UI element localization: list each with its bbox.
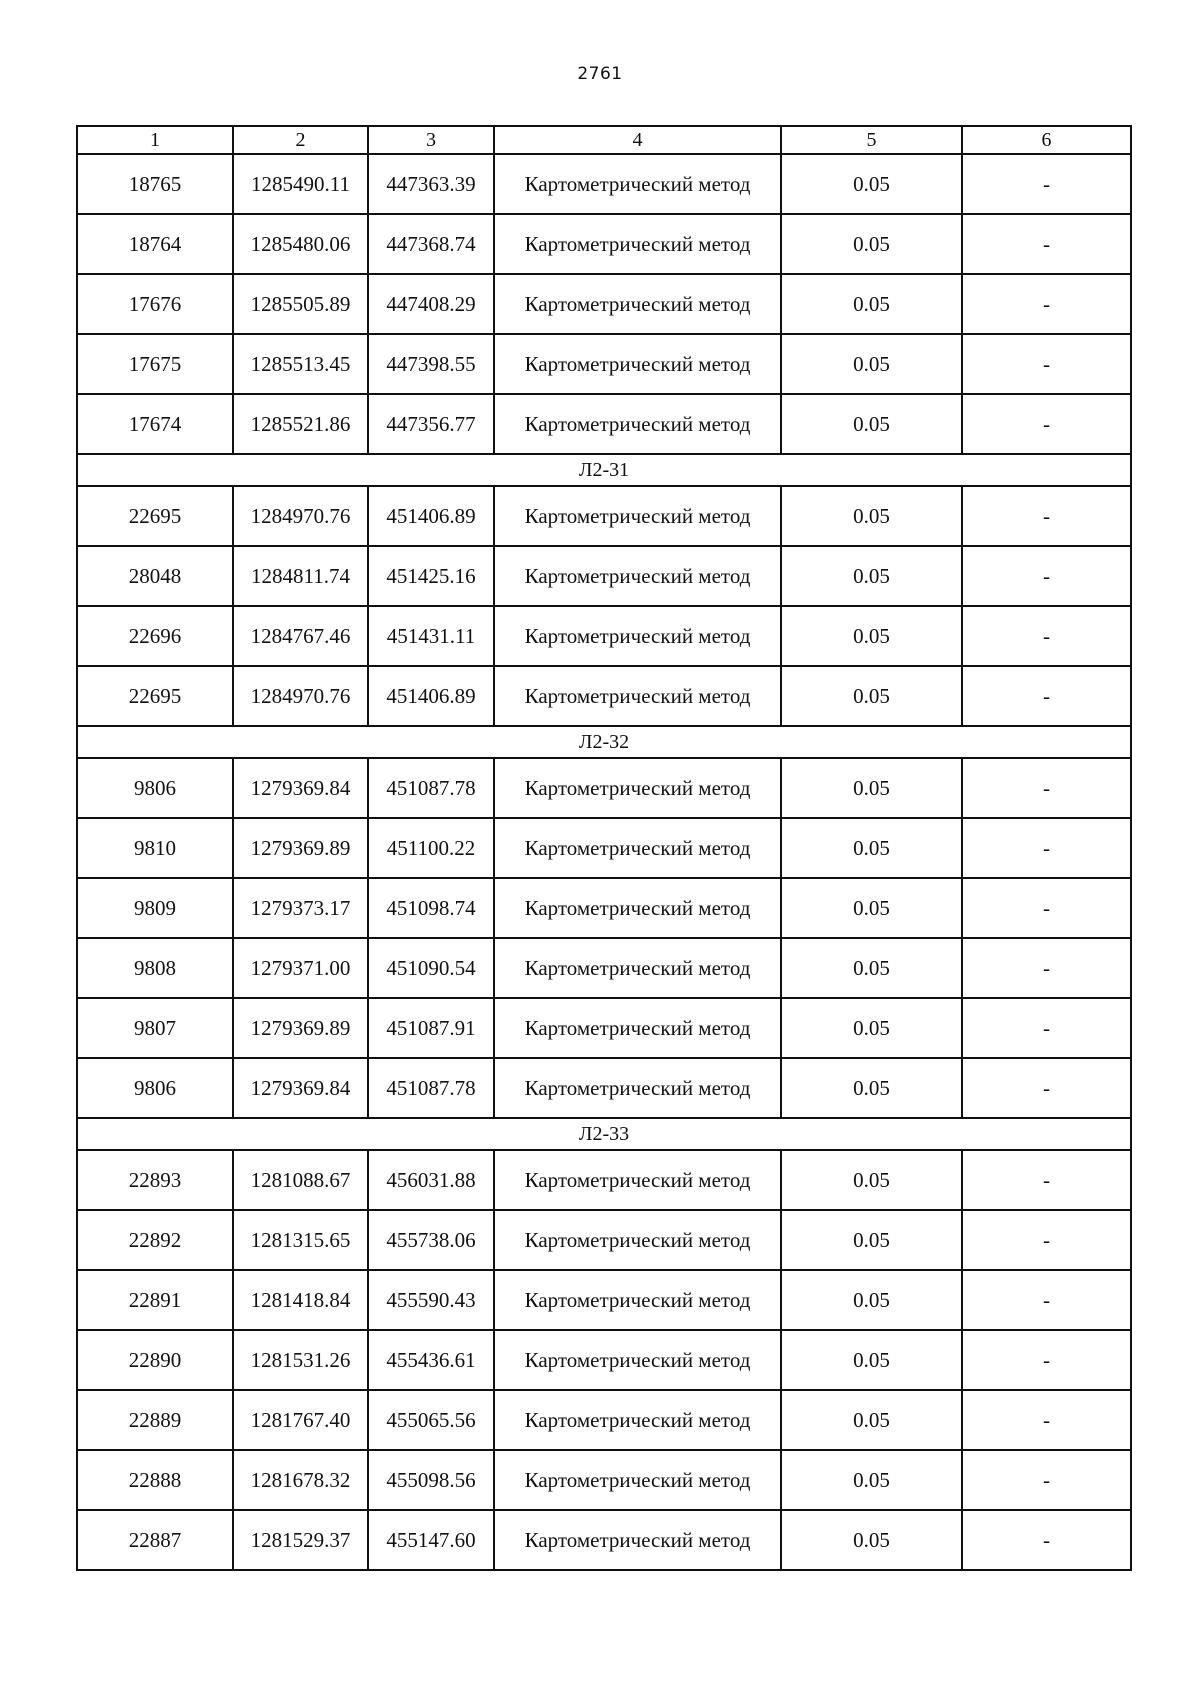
method-cell: Картометрический метод bbox=[494, 998, 781, 1058]
method-cell: Картометрический метод bbox=[494, 214, 781, 274]
note-cell: - bbox=[962, 1270, 1131, 1330]
x-coordinate-cell: 1281529.37 bbox=[233, 1510, 368, 1570]
table-row bbox=[77, 878, 1131, 938]
table-row bbox=[77, 1270, 1131, 1330]
point-number-cell: 22891 bbox=[77, 1270, 233, 1330]
method-cell: Картометрический метод bbox=[494, 758, 781, 818]
accuracy-cell: 0.05 bbox=[781, 998, 962, 1058]
method-cell: Картометрический метод bbox=[494, 1390, 781, 1450]
x-coordinate-cell: 1284970.76 bbox=[233, 666, 368, 726]
table-row bbox=[77, 938, 1131, 998]
note-cell: - bbox=[962, 1058, 1131, 1118]
note-cell: - bbox=[962, 394, 1131, 454]
point-number-cell: 22695 bbox=[77, 666, 233, 726]
table-row bbox=[77, 1330, 1131, 1390]
y-coordinate-cell: 451406.89 bbox=[368, 486, 494, 546]
method-cell: Картометрический метод bbox=[494, 154, 781, 214]
accuracy-cell: 0.05 bbox=[781, 1450, 962, 1510]
table-row bbox=[77, 1150, 1131, 1210]
point-number-cell: 22887 bbox=[77, 1510, 233, 1570]
accuracy-cell: 0.05 bbox=[781, 818, 962, 878]
point-number-cell: 22892 bbox=[77, 1210, 233, 1270]
note-cell: - bbox=[962, 546, 1131, 606]
header-cell: 5 bbox=[781, 126, 962, 154]
table-row bbox=[77, 1510, 1131, 1570]
method-cell: Картометрический метод bbox=[494, 334, 781, 394]
header-cell: 4 bbox=[494, 126, 781, 154]
x-coordinate-cell: 1285490.11 bbox=[233, 154, 368, 214]
section-label: Л2-32 bbox=[77, 726, 1131, 758]
x-coordinate-cell: 1281088.67 bbox=[233, 1150, 368, 1210]
point-number-cell: 22695 bbox=[77, 486, 233, 546]
accuracy-cell: 0.05 bbox=[781, 154, 962, 214]
y-coordinate-cell: 451425.16 bbox=[368, 546, 494, 606]
note-cell: - bbox=[962, 1450, 1131, 1510]
point-number-cell: 9806 bbox=[77, 1058, 233, 1118]
y-coordinate-cell: 451090.54 bbox=[368, 938, 494, 998]
accuracy-cell: 0.05 bbox=[781, 758, 962, 818]
accuracy-cell: 0.05 bbox=[781, 1058, 962, 1118]
y-coordinate-cell: 451406.89 bbox=[368, 666, 494, 726]
method-cell: Картометрический метод bbox=[494, 546, 781, 606]
x-coordinate-cell: 1279369.89 bbox=[233, 998, 368, 1058]
method-cell: Картометрический метод bbox=[494, 878, 781, 938]
accuracy-cell: 0.05 bbox=[781, 214, 962, 274]
note-cell: - bbox=[962, 938, 1131, 998]
note-cell: - bbox=[962, 1330, 1131, 1390]
note-cell: - bbox=[962, 818, 1131, 878]
accuracy-cell: 0.05 bbox=[781, 938, 962, 998]
header-cell: 1 bbox=[77, 126, 233, 154]
x-coordinate-cell: 1281767.40 bbox=[233, 1390, 368, 1450]
note-cell: - bbox=[962, 878, 1131, 938]
note-cell: - bbox=[962, 1210, 1131, 1270]
accuracy-cell: 0.05 bbox=[781, 1510, 962, 1570]
header-cell: 2 bbox=[233, 126, 368, 154]
method-cell: Картометрический метод bbox=[494, 1450, 781, 1510]
y-coordinate-cell: 451087.91 bbox=[368, 998, 494, 1058]
x-coordinate-cell: 1285521.86 bbox=[233, 394, 368, 454]
table-row bbox=[77, 1210, 1131, 1270]
note-cell: - bbox=[962, 1390, 1131, 1450]
table-body bbox=[77, 126, 1131, 1570]
method-cell: Картометрический метод bbox=[494, 1058, 781, 1118]
y-coordinate-cell: 451087.78 bbox=[368, 1058, 494, 1118]
x-coordinate-cell: 1279373.17 bbox=[233, 878, 368, 938]
accuracy-cell: 0.05 bbox=[781, 1150, 962, 1210]
header-cell: 6 bbox=[962, 126, 1131, 154]
table-row bbox=[77, 274, 1131, 334]
x-coordinate-cell: 1279369.89 bbox=[233, 818, 368, 878]
y-coordinate-cell: 455590.43 bbox=[368, 1270, 494, 1330]
table-row bbox=[77, 998, 1131, 1058]
y-coordinate-cell: 455738.06 bbox=[368, 1210, 494, 1270]
x-coordinate-cell: 1285505.89 bbox=[233, 274, 368, 334]
note-cell: - bbox=[962, 998, 1131, 1058]
table-header-row bbox=[77, 126, 1131, 154]
method-cell: Картометрический метод bbox=[494, 666, 781, 726]
accuracy-cell: 0.05 bbox=[781, 666, 962, 726]
section-row bbox=[77, 726, 1131, 758]
note-cell: - bbox=[962, 486, 1131, 546]
y-coordinate-cell: 451087.78 bbox=[368, 758, 494, 818]
header-cell: 3 bbox=[368, 126, 494, 154]
y-coordinate-cell: 447368.74 bbox=[368, 214, 494, 274]
y-coordinate-cell: 455065.56 bbox=[368, 1390, 494, 1450]
y-coordinate-cell: 456031.88 bbox=[368, 1150, 494, 1210]
accuracy-cell: 0.05 bbox=[781, 1390, 962, 1450]
table-row bbox=[77, 486, 1131, 546]
point-number-cell: 18765 bbox=[77, 154, 233, 214]
method-cell: Картометрический метод bbox=[494, 394, 781, 454]
y-coordinate-cell: 455098.56 bbox=[368, 1450, 494, 1510]
point-number-cell: 18764 bbox=[77, 214, 233, 274]
point-number-cell: 9807 bbox=[77, 998, 233, 1058]
point-number-cell: 22889 bbox=[77, 1390, 233, 1450]
point-number-cell: 22890 bbox=[77, 1330, 233, 1390]
table-row bbox=[77, 214, 1131, 274]
note-cell: - bbox=[962, 154, 1131, 214]
table-row bbox=[77, 394, 1131, 454]
table-row bbox=[77, 1058, 1131, 1118]
accuracy-cell: 0.05 bbox=[781, 274, 962, 334]
y-coordinate-cell: 451100.22 bbox=[368, 818, 494, 878]
point-number-cell: 9806 bbox=[77, 758, 233, 818]
point-number-cell: 17676 bbox=[77, 274, 233, 334]
point-number-cell: 17675 bbox=[77, 334, 233, 394]
x-coordinate-cell: 1281531.26 bbox=[233, 1330, 368, 1390]
accuracy-cell: 0.05 bbox=[781, 606, 962, 666]
note-cell: - bbox=[962, 1150, 1131, 1210]
page-number: 2761 bbox=[577, 64, 623, 84]
table-row bbox=[77, 606, 1131, 666]
coordinates-table bbox=[76, 125, 1132, 1571]
note-cell: - bbox=[962, 666, 1131, 726]
method-cell: Картометрический метод bbox=[494, 606, 781, 666]
accuracy-cell: 0.05 bbox=[781, 1330, 962, 1390]
point-number-cell: 9808 bbox=[77, 938, 233, 998]
y-coordinate-cell: 447408.29 bbox=[368, 274, 494, 334]
accuracy-cell: 0.05 bbox=[781, 334, 962, 394]
note-cell: - bbox=[962, 606, 1131, 666]
accuracy-cell: 0.05 bbox=[781, 1210, 962, 1270]
table-row bbox=[77, 334, 1131, 394]
table-row bbox=[77, 666, 1131, 726]
accuracy-cell: 0.05 bbox=[781, 546, 962, 606]
method-cell: Картометрический метод bbox=[494, 486, 781, 546]
x-coordinate-cell: 1284811.74 bbox=[233, 546, 368, 606]
x-coordinate-cell: 1284767.46 bbox=[233, 606, 368, 666]
y-coordinate-cell: 447398.55 bbox=[368, 334, 494, 394]
method-cell: Картометрический метод bbox=[494, 274, 781, 334]
x-coordinate-cell: 1281418.84 bbox=[233, 1270, 368, 1330]
x-coordinate-cell: 1281315.65 bbox=[233, 1210, 368, 1270]
point-number-cell: 9809 bbox=[77, 878, 233, 938]
y-coordinate-cell: 455147.60 bbox=[368, 1510, 494, 1570]
table-row bbox=[77, 1450, 1131, 1510]
x-coordinate-cell: 1281678.32 bbox=[233, 1450, 368, 1510]
accuracy-cell: 0.05 bbox=[781, 486, 962, 546]
method-cell: Картометрический метод bbox=[494, 1270, 781, 1330]
point-number-cell: 9810 bbox=[77, 818, 233, 878]
note-cell: - bbox=[962, 758, 1131, 818]
x-coordinate-cell: 1279369.84 bbox=[233, 1058, 368, 1118]
table-row bbox=[77, 154, 1131, 214]
point-number-cell: 22893 bbox=[77, 1150, 233, 1210]
method-cell: Картометрический метод bbox=[494, 938, 781, 998]
table-row bbox=[77, 546, 1131, 606]
method-cell: Картометрический метод bbox=[494, 1510, 781, 1570]
point-number-cell: 22696 bbox=[77, 606, 233, 666]
x-coordinate-cell: 1279371.00 bbox=[233, 938, 368, 998]
section-label: Л2-31 bbox=[77, 454, 1131, 486]
accuracy-cell: 0.05 bbox=[781, 1270, 962, 1330]
method-cell: Картометрический метод bbox=[494, 1210, 781, 1270]
point-number-cell: 17674 bbox=[77, 394, 233, 454]
x-coordinate-cell: 1285480.06 bbox=[233, 214, 368, 274]
table-row bbox=[77, 758, 1131, 818]
method-cell: Картометрический метод bbox=[494, 818, 781, 878]
table-row bbox=[77, 1390, 1131, 1450]
accuracy-cell: 0.05 bbox=[781, 394, 962, 454]
y-coordinate-cell: 451431.11 bbox=[368, 606, 494, 666]
method-cell: Картометрический метод bbox=[494, 1150, 781, 1210]
point-number-cell: 22888 bbox=[77, 1450, 233, 1510]
y-coordinate-cell: 451098.74 bbox=[368, 878, 494, 938]
section-row bbox=[77, 454, 1131, 486]
point-number-cell: 28048 bbox=[77, 546, 233, 606]
section-label: Л2-33 bbox=[77, 1118, 1131, 1150]
note-cell: - bbox=[962, 214, 1131, 274]
accuracy-cell: 0.05 bbox=[781, 878, 962, 938]
note-cell: - bbox=[962, 1510, 1131, 1570]
y-coordinate-cell: 447356.77 bbox=[368, 394, 494, 454]
x-coordinate-cell: 1284970.76 bbox=[233, 486, 368, 546]
note-cell: - bbox=[962, 334, 1131, 394]
x-coordinate-cell: 1279369.84 bbox=[233, 758, 368, 818]
table-row bbox=[77, 818, 1131, 878]
x-coordinate-cell: 1285513.45 bbox=[233, 334, 368, 394]
method-cell: Картометрический метод bbox=[494, 1330, 781, 1390]
note-cell: - bbox=[962, 274, 1131, 334]
y-coordinate-cell: 447363.39 bbox=[368, 154, 494, 214]
section-row bbox=[77, 1118, 1131, 1150]
y-coordinate-cell: 455436.61 bbox=[368, 1330, 494, 1390]
